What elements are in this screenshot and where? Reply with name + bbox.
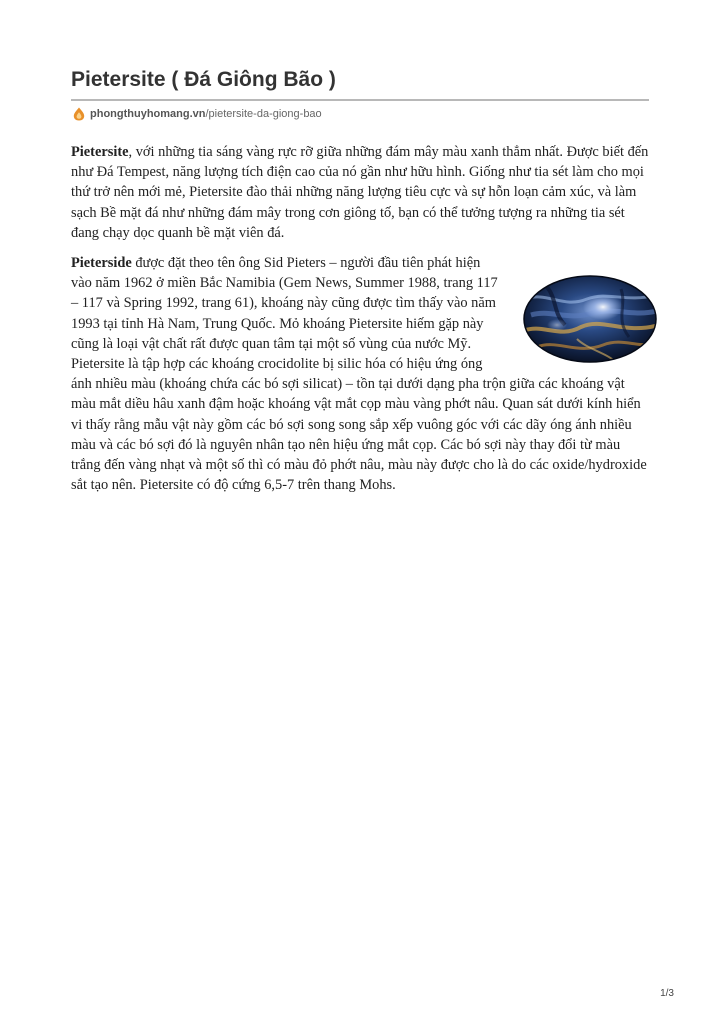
source-link[interactable] xyxy=(73,106,322,122)
title-divider xyxy=(71,99,649,101)
page-title: Pietersite ( Đá Giông Bão ) xyxy=(71,68,336,91)
pietersite-stone-image xyxy=(517,269,663,369)
paragraph-intro xyxy=(71,142,651,243)
paragraph-origin xyxy=(71,253,651,495)
paragraph-intro-lead: Pietersite xyxy=(71,144,129,160)
source-domain: phongthuyhomang.vn xyxy=(90,108,206,120)
source-path: /pietersite-da-giong-bao xyxy=(205,108,322,120)
paragraph-intro-text: , với những tia sáng vàng rực rỡ giữa những đám mây màu xanh thẳm nhất. Được biết đến như Đá Tempest, năng lượng tích điện cao của nó gần như hữu hình. Giống như tia sét làm cho mọi thứ trở nên mới mẻ, Pietersite đào thải những năng lượng tiêu cực và sự hỗn loạn cảm xúc, và làm sạch Bề mặt đá như những đám mây trong cơn giông tố, bạn có thể tưởng tượng ra những tia sét đang chạy dọc quanh bề mặt viên đá. xyxy=(71,144,649,241)
paragraph-origin-text: được đặt theo tên ông Sid Pieters – người đầu tiên phát hiện vào năm 1962 ở miền Bắc Namibia (Gem News, Summer 1988, trang 117 – 117 và Spring 1992, trang 61), khoáng này cũng được tìm thấy vào năm 1993 tại tỉnh Hà Nam, Trung Quốc. Mỏ khoáng Pietersite hiếm gặp này cũng là loại vật chất rất được quan tâm tại một số vùng của nước Mỹ. Pietersite là tập hợp các khoáng crocidolite bị silic hóa có hiệu ứng óng ánh nhiều màu (khoáng chứa các bó sợi silicat) – tồn tại dưới dạng pha trộn giữa các khoáng vật màu mắt diều hâu xanh đậm hoặc khoáng vật mắt cọp màu vàng phớt nâu. Quan sát dưới kính hiển vi thấy rằng mẫu vật này gồm các bó sợi song song sắp xếp vuông góc với các dãy óng ánh nhiều màu và các bó sợi đó là nguyên nhân tạo nên hiệu ứng mắt cọp. Các bó sợi này thay đổi từ màu trắng đến vàng nhạt và một số thì có màu đỏ phớt nâu, màu này được cho là do các oxide/hydroxide sắt tạo nên. Pietersite có độ cứng 6,5-7 trên thang Mohs. xyxy=(71,255,647,494)
site-favicon-icon xyxy=(73,107,85,121)
page-number: 1/3 xyxy=(660,988,674,999)
article-body xyxy=(71,142,651,505)
paragraph-origin-lead: Pieterside xyxy=(71,255,132,272)
